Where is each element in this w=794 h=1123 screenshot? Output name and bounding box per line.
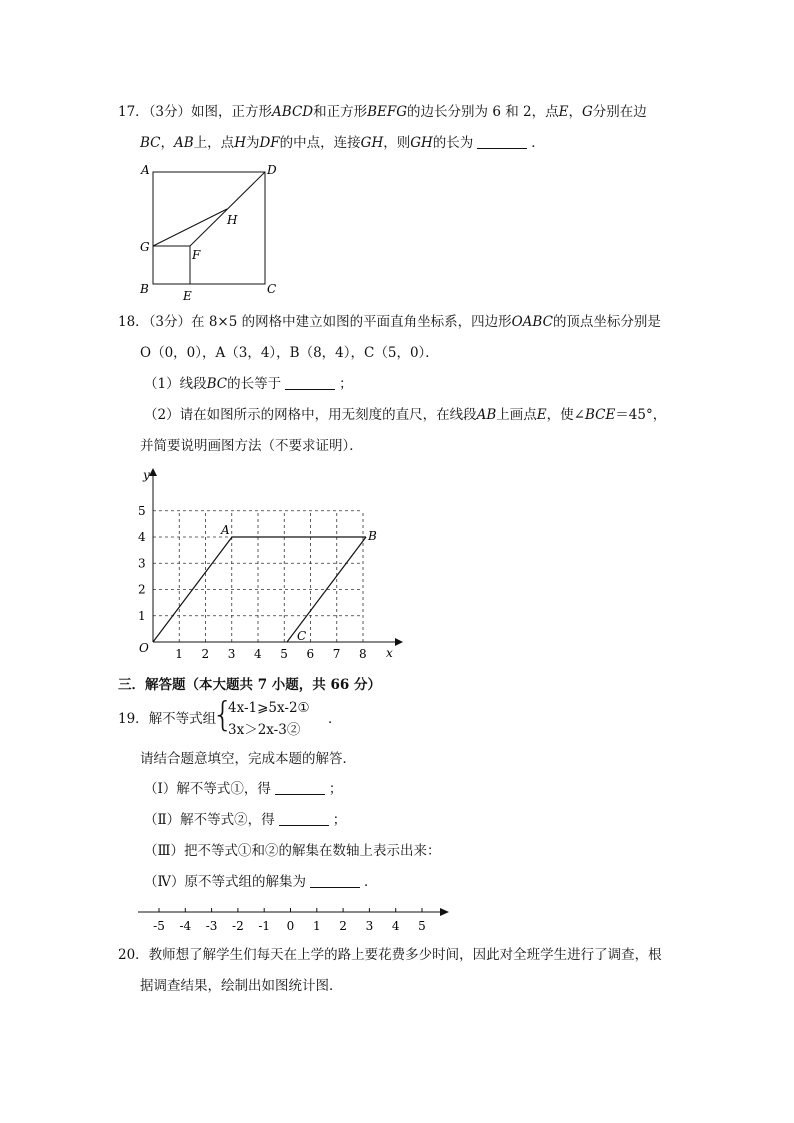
q18-score: （3分） — [148, 314, 192, 330]
answer-blank — [279, 812, 329, 826]
x-tick-label: 7 — [332, 647, 341, 661]
point-c-label: C — [297, 629, 307, 643]
answer-blank — [275, 781, 325, 795]
inequality-2: 3x＞2x-3② — [228, 722, 301, 738]
q17-number: 17． — [118, 104, 149, 120]
number-line-label: 3 — [365, 919, 374, 933]
number-line-label: 1 — [312, 919, 321, 933]
answer-blank — [477, 135, 527, 149]
x-tick-label: 8 — [359, 647, 367, 661]
q19-number: 19． — [118, 711, 149, 727]
x-tick-label: 2 — [201, 647, 210, 661]
number-line-label: 2 — [339, 919, 347, 933]
label-c: C — [267, 282, 277, 296]
y-tick-label: 3 — [138, 556, 146, 571]
x-tick-label: 6 — [306, 647, 315, 661]
q19-step3: （Ⅲ）把不等式①和②的解集在数轴上表示出来： — [144, 843, 441, 859]
y-tick-label: 5 — [138, 503, 146, 518]
x-tick-label: 5 — [280, 647, 288, 661]
answer-blank — [285, 376, 335, 390]
x-axis-arrow — [395, 638, 403, 646]
number-line-label: 5 — [418, 919, 426, 933]
q18-sub1: （1）线段BC的长等于 ； — [144, 376, 353, 392]
q18-number: 18． — [118, 314, 149, 330]
y-tick-label: 2 — [138, 582, 146, 597]
label-a: A — [141, 163, 150, 177]
y-axis-label: y — [143, 468, 150, 482]
q19-line1: 19．解不等式组 — [118, 711, 217, 727]
number-line-arrow — [440, 908, 449, 916]
origin-label: O — [139, 641, 149, 655]
number-line-label: -1 — [258, 919, 271, 933]
q17-line2: BC，AB上，点H为DF的中点，连接GH，则GH的长为 ． — [140, 135, 545, 151]
segment-gh — [153, 209, 227, 246]
q18-line1: 18．（3分）在 8×5 的网格中建立如图的平面直角坐标系，四边形OABC的顶点坐标分别是 — [118, 314, 661, 330]
x-tick-label: 4 — [254, 647, 262, 661]
q19-step1: （Ⅰ）解不等式①，得 ； — [144, 781, 343, 797]
label-g: G — [140, 240, 150, 254]
q19-step4: （Ⅳ）原不等式组的解集为 ． — [144, 874, 378, 890]
label-b: B — [140, 282, 149, 296]
number-line-label: -4 — [179, 919, 192, 933]
number-line-label: 4 — [391, 919, 400, 933]
number-line-label: -2 — [232, 919, 244, 933]
x-axis-label: x — [386, 646, 393, 660]
label-e: E — [183, 289, 192, 303]
square-befg — [153, 246, 190, 284]
q18-sub2-line2: 并简要说明画图方法（不要求证明）． — [140, 438, 363, 454]
q17-line1: 17．（3分）如图，正方形ABCD和正方形BEFG的边长分别为 6 和 2，点E，G分别在边 — [118, 104, 647, 120]
y-tick-label: 1 — [138, 608, 146, 623]
q20-line1: 20．教师想了解学生们每天在上学的路上要花费多少时间，因此对全班学生进行了调查，根 — [118, 947, 662, 963]
label-d: D — [267, 163, 277, 177]
inequality-1: 4x-1⩾5x-2① — [228, 700, 310, 716]
number-line-label: -3 — [205, 919, 218, 933]
answer-blank — [310, 874, 360, 888]
label-h: H — [227, 213, 238, 227]
number-line-label: -5 — [153, 919, 165, 933]
point-b-label: B — [368, 529, 377, 543]
section-title: 三．解答题（本大题共 7 小题，共 66 分） — [118, 677, 381, 693]
q17-score: （3分） — [148, 104, 192, 120]
point-a-label: A — [221, 523, 230, 537]
q18-sub2: （2）请在如图所示的网格中，用无刻度的直尺，在线段AB上画点E，使∠BCE＝45°， — [144, 407, 667, 423]
number-line — [135, 900, 455, 940]
q19-instruction: 请结合题意填空，完成本题的解答． — [140, 751, 356, 767]
q17-figure — [135, 160, 285, 305]
q19-period: ． — [328, 711, 342, 727]
y-axis-arrow — [149, 468, 157, 476]
segment-df — [190, 172, 265, 246]
number-line-label: 0 — [286, 919, 295, 933]
q20-line2: 据调查结果，绘制出如图统计图． — [140, 978, 343, 994]
q19-step2: （Ⅱ）解不等式②，得 ； — [144, 812, 347, 828]
system-brace: { — [212, 695, 234, 735]
x-tick-label: 1 — [175, 647, 183, 661]
q18-line2: O（0，0），A（3，4），B（8，4），C（5，0）． — [140, 345, 439, 361]
label-f: F — [192, 248, 201, 262]
y-tick-label: 4 — [138, 530, 146, 544]
x-tick-label: 3 — [227, 647, 236, 661]
q18-coordinate-grid — [130, 462, 410, 662]
